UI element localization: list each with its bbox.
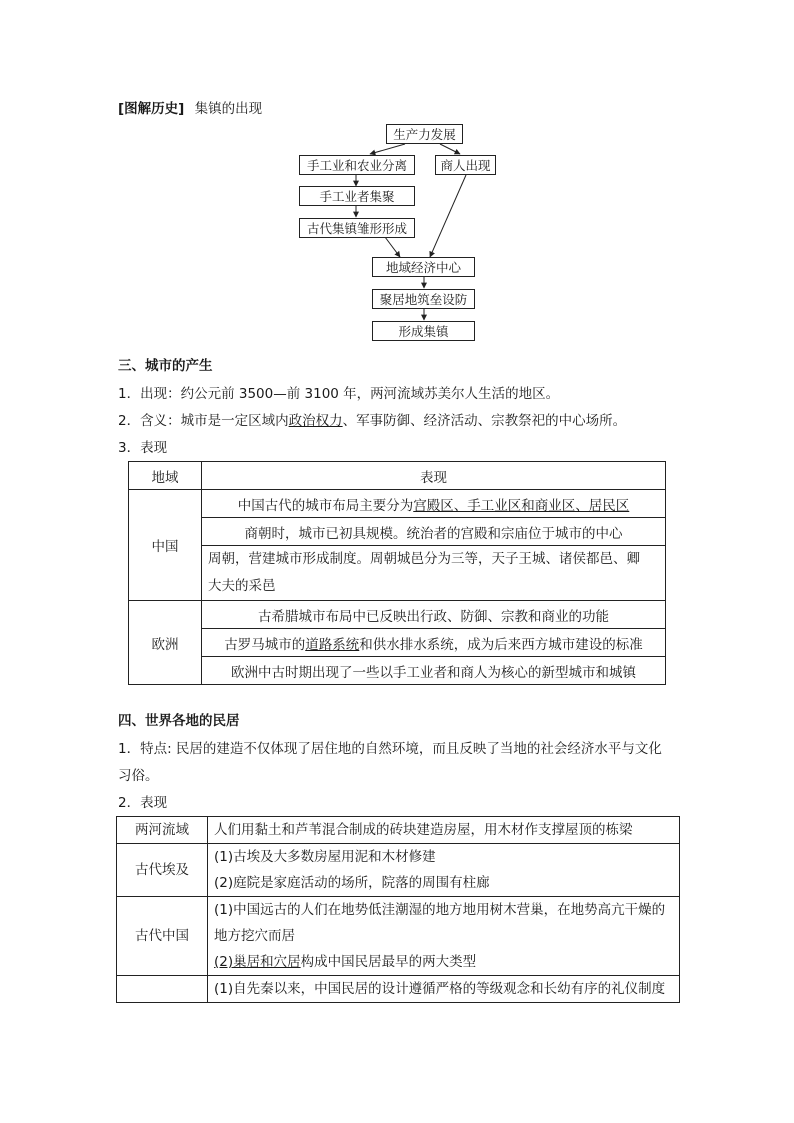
table-row bbox=[117, 844, 680, 897]
china-etiquette-desc: (1)自先秦以来，中国民居的设计遵循严格的等级观念和长幼有序的礼仪制度 bbox=[208, 976, 680, 1003]
region-blank bbox=[117, 976, 208, 1003]
europe-row-2: 古罗马城市的道路系统和供水排水系统，成为后来西方城市建设的标准 bbox=[202, 629, 666, 657]
europe-row-1: 古希腊城市布局中已反映出行政、防御、宗教和商业的功能 bbox=[202, 601, 666, 629]
header-desc: 表现 bbox=[202, 462, 666, 490]
arrow-productivity-to-merchants bbox=[440, 144, 460, 154]
china-row-2: 商朝时，城市已初具规模。统治者的宫殿和宗庙位于城市的中心 bbox=[202, 518, 666, 546]
node-artisans-gather: 手工业者集聚 bbox=[299, 186, 415, 206]
section3-item2: 2．含义：城市是一定区域内政治权力、军事防御、经济活动、宗教祭祀的中心场所。 bbox=[118, 413, 627, 429]
ancient-china-desc: (1)中国远古的人们在地势低洼潮湿的地方地用树木营巢，在地势高亢干燥的 地方挖穴而居 (2)巢居和穴居构成中国民居最早的两大类型 bbox=[208, 897, 680, 976]
header-region: 地域 bbox=[129, 462, 202, 490]
node-separation: 手工业和农业分离 bbox=[299, 155, 415, 175]
table-row bbox=[117, 817, 680, 844]
section4-item2: 2．表现 bbox=[118, 795, 168, 811]
node-merchants: 商人出现 bbox=[435, 155, 496, 175]
diagram-title: 集镇的出现 bbox=[194, 101, 263, 117]
section3-heading: 三、城市的产生 bbox=[118, 358, 213, 374]
table-row bbox=[129, 490, 666, 518]
region-europe: 欧洲 bbox=[129, 601, 202, 685]
section3-item3: 3．表现 bbox=[118, 440, 168, 456]
region-ancient-china: 古代中国 bbox=[117, 897, 208, 976]
political-power-term: 政治权力 bbox=[288, 413, 343, 429]
table-header-row bbox=[129, 462, 666, 490]
table-row bbox=[129, 629, 666, 657]
city-table bbox=[128, 461, 666, 685]
table-row bbox=[129, 601, 666, 629]
region-china: 中国 bbox=[129, 490, 202, 601]
section4-heading: 四、世界各地的民居 bbox=[118, 713, 240, 729]
node-town: 形成集镇 bbox=[372, 321, 475, 341]
europe-row-3: 欧洲中古时期出现了一些以手工业者和商人为核心的新型城市和城镇 bbox=[202, 657, 666, 685]
node-econ-center: 地域经济中心 bbox=[372, 257, 475, 277]
egypt-desc: (1)古埃及大多数房屋用泥和木材修建 (2)庭院是家庭活动的场所，院落的周围有柱廊 bbox=[208, 844, 680, 897]
arrow-embryo-to-center bbox=[385, 237, 400, 257]
china-row-1: 中国古代的城市布局主要分为宫殿区、手工业区和商业区、居民区 bbox=[202, 490, 666, 518]
table-row bbox=[129, 518, 666, 546]
node-embryo: 古代集镇雏形形成 bbox=[299, 218, 415, 238]
mesopotamia-desc: 人们用黏土和芦苇混合制成的砖块建造房屋，用木材作支撑屋顶的栋梁 bbox=[208, 817, 680, 844]
region-egypt: 古代埃及 bbox=[117, 844, 208, 897]
china-row-3: 周朝，营建城市形成制度。周朝城邑分为三等，天子王城、诸侯都邑、卿 大夫的采邑 bbox=[202, 546, 666, 601]
table-row bbox=[117, 976, 680, 1003]
dwelling-table bbox=[116, 816, 680, 1003]
section4-item1: 1．特点: 民居的建造不仅体现了居住地的自然环境，而且反映了当地的社会经济水平与文化 习俗。 bbox=[118, 741, 662, 784]
diagram-label: [图解历史] bbox=[118, 101, 185, 117]
table-row bbox=[129, 546, 666, 601]
arrow-productivity-to-separation bbox=[370, 144, 405, 154]
table-row bbox=[129, 657, 666, 685]
node-fortify: 聚居地筑垒设防 bbox=[372, 289, 475, 309]
region-mesopotamia: 两河流域 bbox=[117, 817, 208, 844]
section3-item1: 1．出现：约公元前 3500—前 3100 年，两河流域苏美尔人生活的地区。 bbox=[118, 386, 560, 402]
node-productivity: 生产力发展 bbox=[386, 124, 463, 144]
table-row bbox=[117, 897, 680, 976]
arrow-merchants-to-center bbox=[430, 175, 466, 257]
